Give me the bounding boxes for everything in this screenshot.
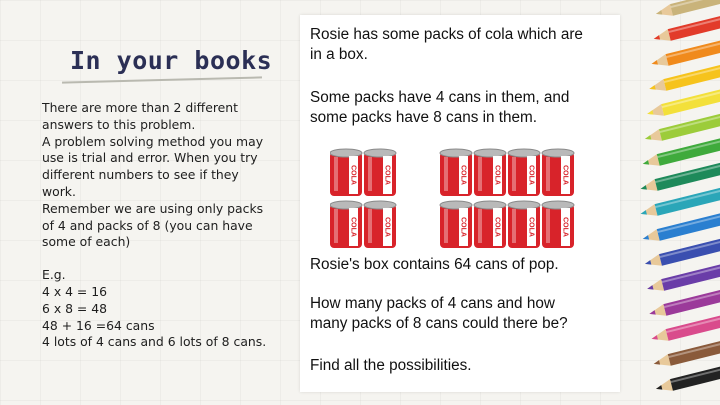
slide-title: In your books	[70, 46, 273, 75]
svg-text:COLA: COLA	[527, 165, 535, 185]
note-line: answers to this problem.	[42, 116, 196, 132]
cola-can-icon	[542, 201, 574, 248]
svg-text:COLA: COLA	[349, 165, 357, 185]
cola-can-icon	[330, 201, 362, 248]
svg-text:COLA: COLA	[561, 217, 569, 237]
note-line: different numbers to see if they	[42, 167, 239, 183]
problem-line: in a box.	[310, 45, 368, 63]
note-line: use is trial and error. When you try	[42, 150, 258, 166]
note-line: A problem solving method you may	[42, 133, 264, 149]
cola-cans-illustration	[330, 148, 610, 252]
instructions-text	[42, 100, 282, 351]
svg-text:COLA: COLA	[383, 165, 391, 185]
note-line: work.	[42, 183, 76, 199]
svg-text:COLA: COLA	[459, 165, 467, 185]
cola-can-icon	[542, 149, 574, 196]
svg-text:COLA: COLA	[493, 165, 501, 185]
problem-card	[300, 15, 620, 392]
note-line: some of each)	[42, 234, 131, 250]
problem-line: Rosie has some packs of cola which are	[310, 26, 583, 43]
problem-packs	[310, 88, 569, 127]
problem-question	[310, 294, 568, 333]
cola-can-icon	[508, 149, 540, 196]
cola-can-icon	[364, 149, 396, 196]
problem-task: Find all the possibilities.	[310, 357, 472, 374]
note-line: Remember we are using only packs	[42, 200, 264, 216]
cola-can-icon	[440, 201, 472, 248]
problem-box-total: Rosie's box contains 64 cans of pop.	[310, 256, 559, 273]
note-line: of 4 and packs of 8 (you can have	[42, 217, 253, 233]
cola-can-icon	[330, 149, 362, 196]
example-line: 4 lots of 4 cans and 6 lots of 8 cans.	[42, 334, 267, 350]
example-line: E.g.	[42, 267, 66, 283]
svg-text:COLA: COLA	[527, 217, 535, 237]
problem-line: many packs of 8 cans could there be?	[310, 314, 568, 332]
cola-can-icon	[474, 149, 506, 196]
colored-pencil-icon	[655, 0, 720, 20]
cola-can-icon	[440, 149, 472, 196]
svg-text:COLA: COLA	[561, 165, 569, 185]
example-line: 48 + 16 =64 cans	[42, 317, 155, 333]
colored-pencils-decoration	[620, 0, 720, 405]
cola-can-icon	[508, 201, 540, 248]
svg-text:COLA: COLA	[493, 217, 501, 237]
svg-text:COLA: COLA	[383, 217, 391, 237]
cola-can-icon	[474, 201, 506, 248]
svg-text:COLA: COLA	[459, 217, 467, 237]
example-line: 6 x 8 = 48	[42, 300, 108, 316]
svg-text:COLA: COLA	[349, 217, 357, 237]
problem-line: Some packs have 4 cans in them, and	[310, 89, 570, 106]
example-line: 4 x 4 = 16	[42, 283, 108, 299]
note-line: There are more than 2 different	[42, 100, 238, 115]
problem-intro	[310, 25, 583, 64]
cola-can-icon	[364, 201, 396, 248]
problem-line: some packs have 8 cans in them.	[310, 108, 538, 126]
problem-line: How many packs of 4 cans and how	[310, 295, 555, 312]
